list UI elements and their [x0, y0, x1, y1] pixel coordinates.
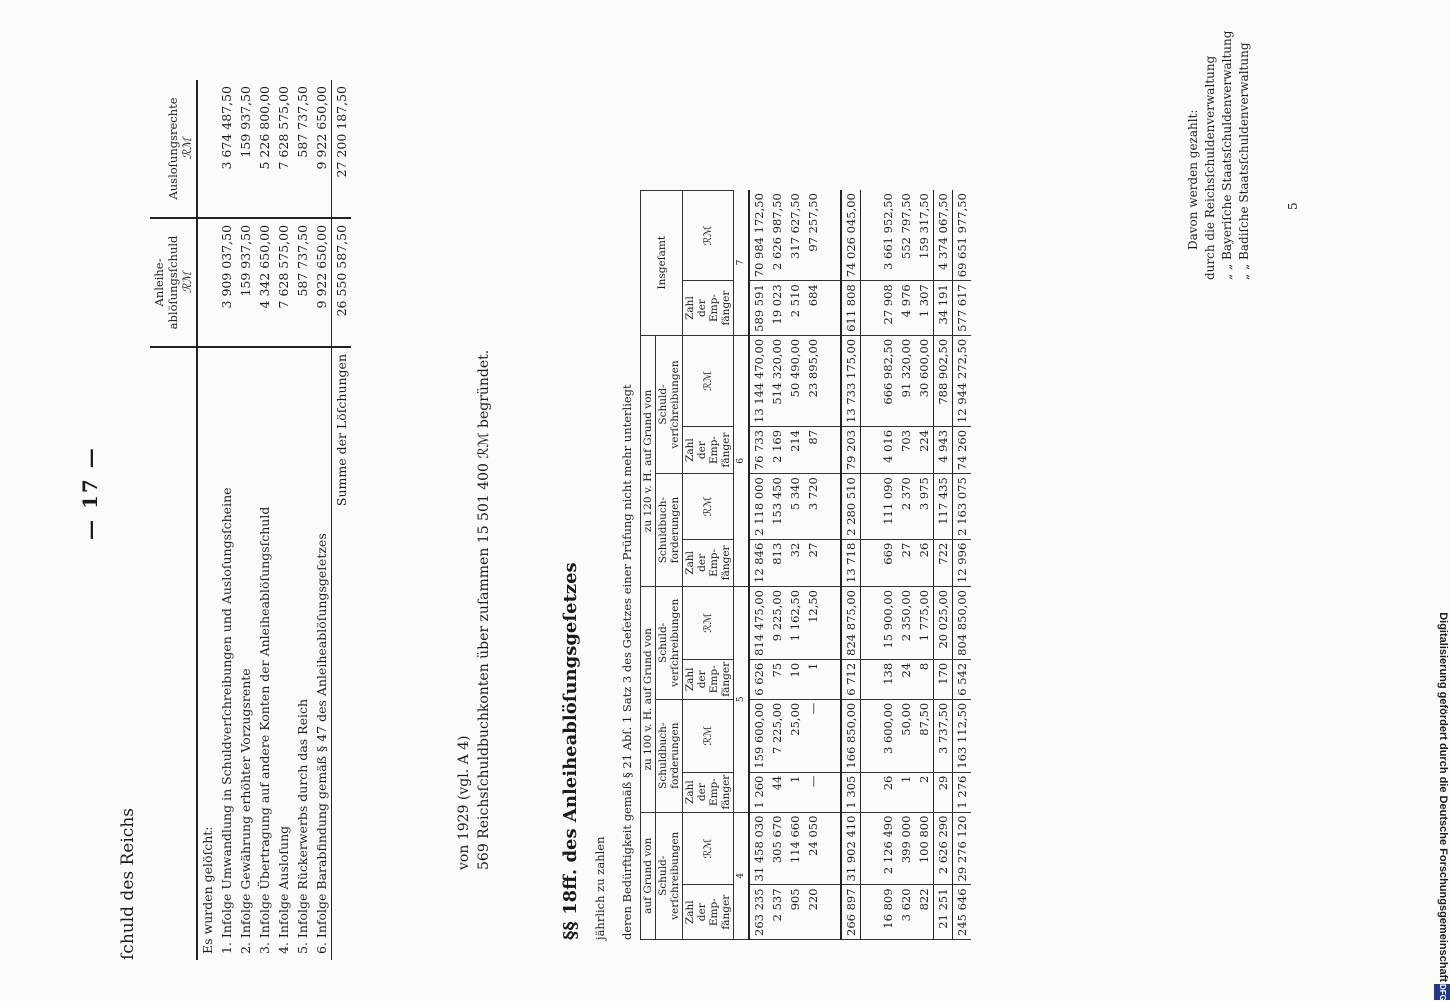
table-cell: 13 733 175,00	[841, 335, 861, 426]
table-cell: 2 537	[768, 885, 786, 940]
table-cell: 1 260	[749, 772, 768, 812]
table-cell: 814 475,00	[749, 586, 768, 659]
table-cell: 2 370	[897, 474, 915, 540]
table-cell: 15 900,00	[879, 586, 897, 659]
table-cell: 399 000	[897, 812, 915, 885]
subheading-2: deren Bedürftigkeit gemäß § 21 Abſ. 1 Satz 3 des Geſetzes einer Prüfung nicht mehr unterliegt	[620, 384, 634, 940]
table-cell: 589 591	[749, 281, 768, 336]
table-cell: 31 902 410	[841, 812, 861, 885]
table-cell: 2 280 510	[841, 474, 861, 540]
sum-row: Summe der Löſchungen 26 550 587,50 27 200 187,50	[332, 80, 352, 960]
table-row	[879, 190, 897, 939]
table-cell: 703	[897, 426, 915, 473]
table-cell: 27	[804, 539, 822, 586]
table-row	[934, 190, 953, 939]
table-cell: 50,00	[897, 699, 915, 772]
table-cell: 514 320,00	[768, 335, 786, 426]
table-cell: 224	[915, 426, 934, 473]
table-cell: 27 908	[879, 281, 897, 336]
table-cell: 3 737,50	[934, 699, 953, 772]
table-cell: 824 875,00	[841, 586, 861, 659]
table-cell: 159 317,50	[915, 190, 934, 281]
table-cell: 788 902,50	[934, 335, 953, 426]
group-header: zu 100 v. H. auf Grund von	[641, 586, 656, 812]
table-cell: 170	[934, 659, 953, 699]
table-cell: 24 050	[804, 812, 822, 885]
table-cell: 12 846	[749, 539, 768, 586]
table-cell: 74 026 045,00	[841, 190, 861, 281]
paid-title: Davon werden gezahlt:	[1186, 109, 1200, 250]
table-cell: 214	[786, 426, 804, 473]
table-cell: 2 118 000	[749, 474, 768, 540]
table-cell: 1 307	[915, 281, 934, 336]
table-cell: 2	[915, 772, 934, 812]
digitization-sidebar	[1418, 0, 1449, 1001]
table-cell: 611 808	[841, 281, 861, 336]
table-cell: 2 626 290	[934, 812, 953, 885]
table-cell: 1	[897, 772, 915, 812]
note	[454, 350, 494, 870]
table-cell: 9 225,00	[768, 586, 786, 659]
table-cell: 13 144 470,00	[749, 335, 768, 426]
sidebar-text: Digitalisierung gefördert durch die Deutsche Forschungsgemeinschaft	[1437, 612, 1449, 982]
table-cell: 7 225,00	[768, 699, 786, 772]
table-cell: 111 090	[879, 474, 897, 540]
group-header: zu 120 v. H. auf Grund von	[641, 335, 656, 586]
table-cell: 684	[804, 281, 822, 336]
spacer-row	[822, 190, 841, 939]
table-row: 1. Infolge Umwandlung in Schuldverſchreibungen und Ausloſungsſcheine 3 909 037,50 3 674 487,50	[217, 80, 236, 960]
table-cell: 87	[804, 426, 822, 473]
page-number: — 17 —	[78, 446, 102, 540]
table-cell: 166 850,00	[841, 699, 861, 772]
note-line-2: 569 Reichsſchuldbuchkonten über zuſammen 15 501 400 ℛℳ begründet.	[476, 349, 492, 870]
table-cell: 220	[804, 885, 822, 940]
table-cell: 6 542	[953, 659, 972, 699]
table-cell: 4 943	[934, 426, 953, 473]
table-row	[749, 190, 768, 939]
table-cell: 12 996	[953, 539, 972, 586]
table-row	[804, 190, 822, 939]
table-cell: 4 976	[897, 281, 915, 336]
table-cell: 114 660	[786, 812, 804, 885]
deletions-table	[150, 80, 351, 960]
table-cell: 822	[915, 885, 934, 940]
paid-section	[1185, 0, 1253, 280]
table-row	[786, 190, 804, 939]
table-cell: 905	[786, 885, 804, 940]
table-cell: 76 733	[749, 426, 768, 473]
table-cell: 27	[897, 539, 915, 586]
paid-row: „ „ Badiſche Staatsſchuldenverwaltung	[1237, 42, 1251, 280]
table-cell: 19 023	[768, 281, 786, 336]
footer-mark: 5	[1286, 202, 1300, 210]
table-cell: 16 809	[879, 885, 897, 940]
table-cell: 2 626 987,50	[768, 190, 786, 281]
dfg-logo: DFG	[1434, 984, 1450, 1000]
table-row	[915, 190, 934, 939]
table-cell: 1 775,00	[915, 586, 934, 659]
table-cell: 4 374 067,50	[934, 190, 953, 281]
table-cell: 12,50	[804, 586, 822, 659]
table-cell: 34 191	[934, 281, 953, 336]
table-row: 6. Infolge Barabfindung gemäß § 47 des Anleiheablöſungsgeſetzes 9 922 650,00 9 922 650,00	[312, 80, 332, 960]
intro-text: Es wurden gelöſcht:	[200, 826, 215, 954]
table-cell: 3 600,00	[879, 699, 897, 772]
table-cell: 23 895,00	[804, 335, 822, 426]
table-cell: 91 320,00	[897, 335, 915, 426]
col-anleihe: Anleihe- ablöſungsſchuld ℛℳ	[150, 218, 197, 347]
section-heading: §§ 18ff. des Anleiheablöſungsgeſetzes	[560, 562, 581, 940]
table-cell: 20 025,00	[934, 586, 953, 659]
table-cell: 804 850,00	[953, 586, 972, 659]
note-line-1: von 1929 (vgl. A 4)	[456, 735, 472, 870]
col-auslosung: Ausloſungsrechte ℛℳ	[150, 80, 197, 218]
table-cell: 10	[786, 659, 804, 699]
table-cell: 2 126 490	[879, 812, 897, 885]
table-cell: 21 251	[934, 885, 953, 940]
table-cell: 97 257,50	[804, 190, 822, 281]
table-cell: 159 600,00	[749, 699, 768, 772]
table-cell: 50 490,00	[786, 335, 804, 426]
table-cell: 3 975	[915, 474, 934, 540]
table-cell: 263 235	[749, 885, 768, 940]
table-cell: 1	[804, 659, 822, 699]
table-cell: 24	[897, 659, 915, 699]
table-cell: 266 897	[841, 885, 861, 940]
table-cell: 79 203	[841, 426, 861, 473]
table-row	[841, 190, 861, 939]
table-row	[768, 190, 786, 939]
table-cell: 30 600,00	[915, 335, 934, 426]
table-cell: 12 944 272,50	[953, 335, 972, 426]
paid-row: durch die Reichsſchuldenverwaltung	[1203, 55, 1217, 280]
group-header: auf Grund von	[641, 812, 656, 939]
table-cell: 1	[786, 772, 804, 812]
table-cell: 153 450	[768, 474, 786, 540]
table-cell: 8	[915, 659, 934, 699]
table-cell: 2 163 075	[953, 474, 972, 540]
table-cell: 3 620	[897, 885, 915, 940]
table-cell: 138	[879, 659, 897, 699]
table-cell: 29 276 120	[953, 812, 972, 885]
table-cell: 5 340	[786, 474, 804, 540]
table-cell: 75	[768, 659, 786, 699]
table-cell: 31 458 030	[749, 812, 768, 885]
table-row: 5. Infolge Rückerwerbs durch das Reich 587 737,50 587 737,50	[293, 80, 312, 960]
table-cell: 3 661 952,50	[879, 190, 897, 281]
table-cell: 2 350,00	[897, 586, 915, 659]
table-cell: 317 627,50	[786, 190, 804, 281]
group-header: Insgeſamt	[641, 190, 683, 335]
table-cell: 305 670	[768, 812, 786, 885]
paid-row: „ „ Bayeriſche Staatsſchuldenverwaltung	[1220, 30, 1234, 280]
table-row	[897, 190, 915, 939]
table-cell: 6 712	[841, 659, 861, 699]
table-cell: 669	[879, 539, 897, 586]
table-cell: 163 112,50	[953, 699, 972, 772]
table-cell: 2 169	[768, 426, 786, 473]
table-cell: 1 162,50	[786, 586, 804, 659]
table-cell: 69 651 977,50	[953, 190, 972, 281]
table-row: 4. Infolge Ausloſung 7 628 575,00 7 628 575,00	[274, 80, 293, 960]
table-cell: 813	[768, 539, 786, 586]
section-heading-top: ſchuld des Reichs	[118, 808, 138, 960]
table-cell: 577 617	[953, 281, 972, 336]
table-cell: 4 016	[879, 426, 897, 473]
table-cell: 6 626	[749, 659, 768, 699]
table-cell: 32	[786, 539, 804, 586]
table-cell: 1 276	[953, 772, 972, 812]
table-cell: 2 510	[786, 281, 804, 336]
spacer-row	[861, 190, 880, 939]
recipients-table: auf Grund von zu 100 v. H. auf Grund von zu 120 v. H. auf Grund von Insgeſamt Schuld- verſchreibungen Schuldbuch- forderungen Schuld- verſchreibungen Schuldbuch- forderungen Schuld- verſchreibungen Zahl der Emp- fänger ℛℳ Zahl der Emp- fänger ℛℳ Zahl der Emp- fänger ℛℳ Zahl der Emp- fänger ℛℳ Zahl der Emp- fänger ℛℳ Zahl der Emp- fänger ℛℳ 4 5 6 7 263 235 31 458 030 1 260 159 600,00 6 626 814 475,00 12 846 2 118 000 76 733 13 144 470,00 589 591 70 984 172,50 2 537 305 670 44 7 225,00 75 9 225,00 813 153 450 2 169 514 320,00 19 023 2 626 987,50 905 114 660 1 25,00 10 1 162,50 32 5 340 214 50 490,00 2 510 317 627,50 220 24 050 — — 1 12,50 27 3 720 87 23 895,00 684 97 257,50 266 897 31 902 410 1 305 166 850,00 6 712 824 875,00 13 718 2 280 510 79 203 13 733 175,00 611 808 74 026 045,00 16 809 2 126 490 26 3 600,00 138 15 900,00 669 111 090 4 016 666 982,50 27 908 3 661 952,50 3 620 399 000 1 50,00 24 2 350,00 27 2 370 703 91 320,00 4 976 552 797,50 822 100 800 2 87,50 8 1 775,00 26 3 975 224 30 600,00 1 307 159 317,50 21 251 2 626 290 29 3 737,50 170 20 025,00 722 117 435 4 943 788 902,50 34 191 4 374 067,50 245 646 29 276 120 1 276 163 112,50 6 542 804 850,00 12 996 2 163 075 74 260 12 944 272,50 577 617 69 651 977,50	[640, 190, 971, 940]
table-cell: 100 800	[915, 812, 934, 885]
table-cell: 70 984 172,50	[749, 190, 768, 281]
table-row: 3. Infolge Übertragung auf andere Konten der Anleiheablöſungsſchuld 4 342 650,00 5 226 800,00	[255, 80, 274, 960]
table-cell: 552 797,50	[897, 190, 915, 281]
table-cell: 29	[934, 772, 953, 812]
table-cell: —	[804, 772, 822, 812]
table-cell: —	[804, 699, 822, 772]
table-cell: 26	[915, 539, 934, 586]
table-row	[953, 190, 972, 939]
table-cell: 1 305	[841, 772, 861, 812]
table-cell: 87,50	[915, 699, 934, 772]
subheading-1: jährlich zu zahlen	[593, 836, 607, 940]
table-cell: 44	[768, 772, 786, 812]
table-row: 2. Infolge Gewährung erhöhter Vorzugsrente 159 937,50 159 937,50	[236, 80, 255, 960]
table-cell: 3 720	[804, 474, 822, 540]
table-cell: 26	[879, 772, 897, 812]
table-cell: 666 982,50	[879, 335, 897, 426]
table-cell: 25,00	[786, 699, 804, 772]
table-cell: 245 646	[953, 885, 972, 940]
table-cell: 13 718	[841, 539, 861, 586]
table-cell: 117 435	[934, 474, 953, 540]
table-cell: 722	[934, 539, 953, 586]
table-cell: 74 260	[953, 426, 972, 473]
